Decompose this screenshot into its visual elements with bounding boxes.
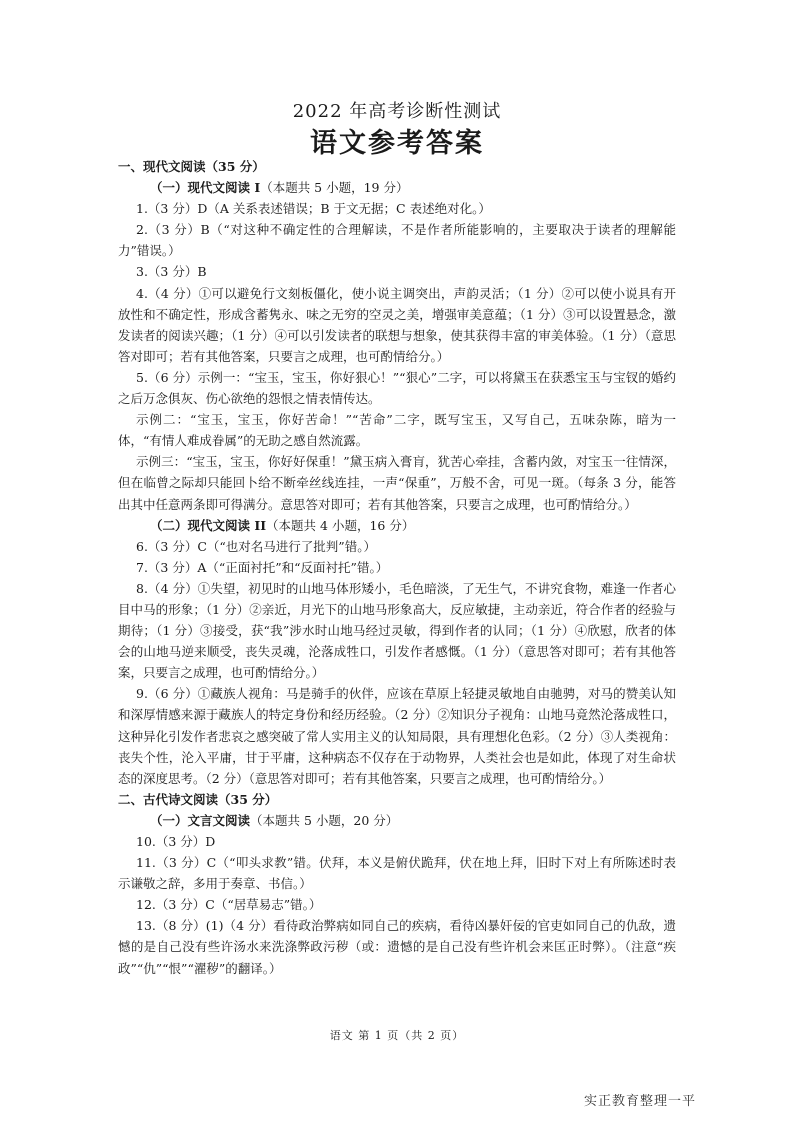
subsection-label: （二）现代文阅读 II: [150, 517, 267, 533]
answer-item-13: 13.（8 分）(1)（4 分）看待政治弊病如同自己的疾病，看待凶暴奸佞的官吏如同自己的仇敌，遗憾的是自己没有些许汤水来洗涤弊政污秽（或：遗憾的是自己没有些许机会来匡正时弊）。（注意“疾政”“仇”“恨”“濯秽”的翻译。）: [118, 918, 676, 976]
answer-item-6: 6.（3 分）C（“也对名马进行了批判”错。）: [136, 538, 376, 554]
page-footer: 语文 第 1 页（共 2 页）: [329, 1029, 465, 1042]
answer-item-1: 1.（3 分）D（A 关系表述错误；B 于文无据；C 表述绝对化。）: [136, 201, 491, 217]
watermark-text: 实正教育整理一平: [583, 1094, 696, 1109]
exam-title: 2022 年高考诊断性测试: [292, 101, 502, 122]
section-heading-modern-reading: 一、现代文阅读（35 分）: [118, 159, 265, 174]
answer-item-2: 2.（3 分）B（“对这种不确定性的合理解读，不是作者所能影响的，主要取决于读者的理解能力”错误。）: [118, 222, 676, 259]
section-heading-classical-reading: 二、古代诗文阅读（35 分）: [118, 791, 278, 807]
subsection-heading: [118, 515, 676, 536]
answer-item-5: 5.（6 分）示例一：“宝玉，宝玉，你好狠心！”“狠心”二字，可以将黛玉在获悉宝玉与宝钗的婚约之后万念俱灰、伤心欲绝的怨恨之情表情传达。: [118, 369, 676, 407]
subsection-info: （本题共 5 小题，19 分）: [260, 180, 409, 196]
answer-item-5-example-3: 示例三：“宝玉，宝玉，你好好保重！”黛玉病入膏肓，犹苦心牵挂，含蓄内敛，对宝玉一往情深，但在临曾之际却只能回卜给不断牵丝线连挂，一声“保重”，万般不舍，可见一斑。（每条 3 分，能答出其中任意两条即可得满分。意思答对即可；若有其他答案，只要言之成理，也可酌情给分。）: [118, 454, 676, 512]
answer-item-7: 7.（3 分）A（“正面衬托”和“反面衬托”错。）: [136, 559, 389, 575]
answer-item-4: 4.（4 分）①可以避免行文刻板僵化，使小说主调突出，声韵灵活；（1 分）②可以使小说具有开放性和不确定性，形成含蓄隽永、味之无穷的空灵之美，增强审美意蕴；（1 分）③可以设置悬念，激发读者的阅读兴趣；（1 分）④可以引发读者的联想与想象，使其获得丰富的审美体验。（1 分）（意思答对即可；若有其他答案，只要言之成理，也可酌情给分。）: [118, 285, 676, 364]
answer-item-12: 12.（3 分）C（“居草易志”错。）: [136, 897, 322, 913]
subsection-label: （一）文言文阅读: [150, 812, 251, 828]
answer-item-10: 10.（3 分）D: [136, 834, 216, 849]
subsection-heading: [118, 177, 676, 198]
answer-item-8: 8.（4 分）①失望，初见时的山地马体形矮小，毛色暗淡，了无生气，不讲究食物，难逢一作者心目中马的形象；（1 分）②亲近，月光下的山地马形象高大，反应敏捷，主动亲近，符合作者的经验与期待；（1 分）③接受，获“我”涉水时山地马经过灵敏，得到作者的认同；（1 分）④欣慰，欣者的体会的山地马逆来顺受，丧失灵魂，沦落成牲口，引发作者感慨。（1 分）（意思答对即可；若有其他答案，只要言之成理，也可酌情给分。）: [118, 580, 676, 681]
subsection-heading: [118, 810, 676, 831]
document-title: 语文参考答案: [310, 128, 484, 159]
subsection-info: （本题共 4 小题，16 分）: [266, 517, 415, 533]
answer-item-9: 9.（6 分）①藏族人视角：马是骑手的伙伴，应该在草原上轻捷灵敏地自由驰骋，对马的赞美认知和深厚情感来源于藏族人的特定身份和经历经验。（2 分）②知识分子视角：山地马竟然沦落成牲口，这种异化引发作者悲哀之感突破了常人实用主义的认知局限，具有理想化色彩。（2 分）③人类视角：丧失个性，沦入平庸，甘于平庸，这种病态不仅存在于动物界，人类社会也是如此，体现了对生命状态的深度思考。（2 分）（意思答对即可；若有其他答案，只要言之成理，也可酌情给分。）: [118, 686, 676, 786]
subsection-label: （一）现代文阅读 I: [150, 180, 261, 196]
answer-item-5-example-2: 示例二：“宝玉，宝玉，你好苦命！”“苦命”二字，既写宝玉，又写自己，五味杂陈，暗为一体，“有情人难成眷属”的无助之感自然流露。: [118, 412, 676, 449]
answer-item-3: 3.（3 分）B: [136, 264, 207, 280]
subsection-info: （本题共 5 小题，20 分）: [250, 812, 399, 828]
answer-item-11: 11.（3 分）C（“叩头求教”错。伏拜，本义是俯伏跪拜，伏在地上拜，旧时下对上有所陈述时表示谦敬之辞，多用于奏章、书信。）: [118, 855, 676, 892]
answer-body: [118, 156, 676, 979]
